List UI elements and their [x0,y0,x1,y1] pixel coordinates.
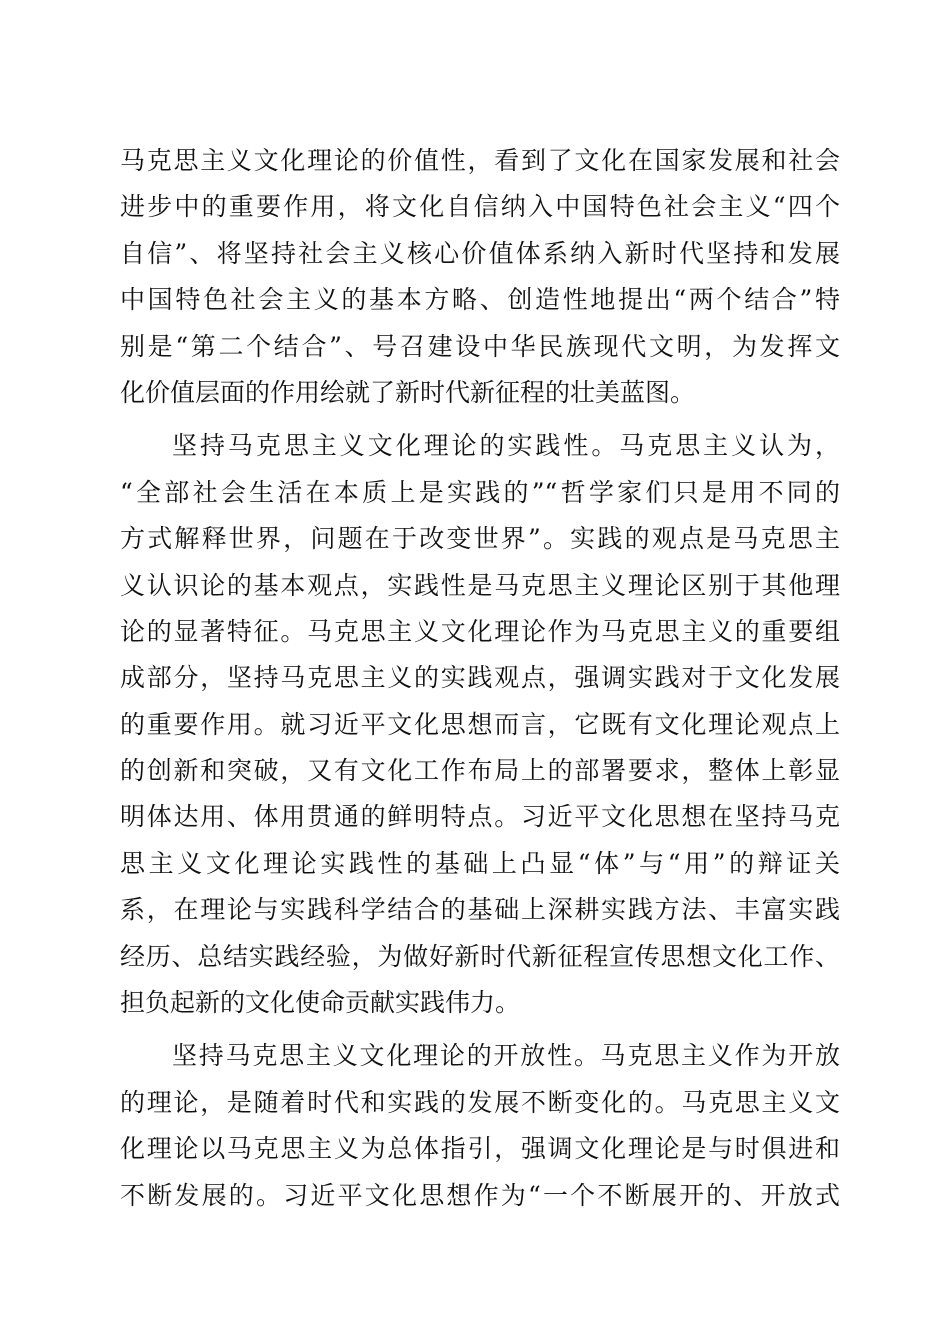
text-line: “全部社会生活在本质上是实践的”“哲学家们只是用不同的 [120,477,840,507]
text-line: 不断发展的。习近平文化思想作为“一个不断展开的、开放式 [120,1180,840,1210]
text-line: 思主义文化理论实践性的基础上凸显“体”与“用”的辩证关 [120,848,840,878]
text-line: 自信”、将坚持社会主义核心价值体系纳入新时代坚持和发展 [120,238,840,268]
text-line: 化价值层面的作用绘就了新时代新征程的壮美蓝图。 [120,377,696,407]
text-line: 系，在理论与实践科学结合的基础上深耕实践方法、丰富实践 [120,895,840,925]
text-line: 的重要作用。就习近平文化思想而言，它既有文化理论观点上 [120,709,840,739]
text-line: 进步中的重要作用，将文化自信纳入中国特色社会主义“四个 [120,192,840,222]
paragraph-first-line: 坚持马克思主义文化理论的实践性。马克思主义认为， [172,431,840,461]
text-line: 经历、总结实践经验，为做好新时代新征程宣传思想文化工作、 [120,941,840,971]
text-line: 的理论，是随着时代和实践的发展不断变化的。马克思主义文 [120,1087,840,1117]
paragraph-first-line: 坚持马克思主义文化理论的开放性。马克思主义作为开放 [172,1041,840,1071]
text-line: 的创新和突破，又有文化工作布局上的部署要求，整体上彰显 [120,756,840,786]
text-line: 化理论以马克思主义为总体指引，强调文化理论是与时俱进和 [120,1134,840,1164]
document-body [120,138,840,1219]
text-line: 成部分，坚持马克思主义的实践观点，强调实践对于文化发展 [120,663,840,693]
text-line: 中国特色社会主义的基本方略、创造性地提出“两个结合”特 [120,285,840,315]
text-line: 论的显著特征。马克思主义文化理论作为马克思主义的重要组 [120,616,840,646]
text-line: 义认识论的基本观点，实践性是马克思主义理论区别于其他理 [120,570,840,600]
text-line: 马克思主义文化理论的价值性，看到了文化在国家发展和社会 [120,146,840,175]
text-line: 方式解释世界，问题在于改变世界”。实践的观点是马克思主 [120,524,840,554]
text-line: 别是“第二个结合”、号召建设中华民族现代文明，为发挥文 [120,331,840,361]
text-line: 明体达用、体用贯通的鲜明特点。习近平文化思想在坚持马克 [120,802,840,832]
text-line: 担负起新的文化使命贡献实践伟力。 [120,988,521,1018]
